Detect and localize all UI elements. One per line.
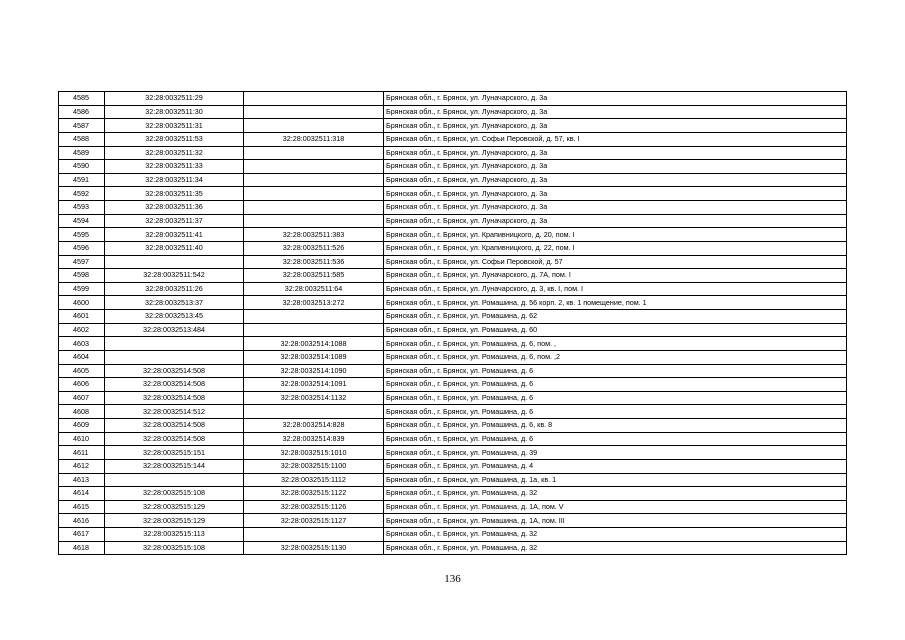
land-cadastral-number-cell	[105, 337, 244, 351]
row-number-cell: 4597	[59, 255, 105, 269]
object-cadastral-number-cell: 32:28:0032515:1100	[244, 459, 384, 473]
row-number-cell: 4609	[59, 419, 105, 433]
table-row	[59, 146, 847, 160]
land-cadastral-number-cell: 32:28:0032513:484	[105, 323, 244, 337]
object-cadastral-number-cell: 32:28:0032511:64	[244, 282, 384, 296]
address-cell: Брянская обл., г. Брянск, ул. Ромашина, д. 6	[384, 405, 847, 419]
table-row	[59, 105, 847, 119]
row-number-cell: 4600	[59, 296, 105, 310]
row-number-cell: 4616	[59, 514, 105, 528]
address-cell: Брянская обл., г. Брянск, ул. Ромашина, д. 6	[384, 432, 847, 446]
address-cell: Брянская обл., г. Брянск, ул. Ромашина, д. 60	[384, 323, 847, 337]
object-cadastral-number-cell: 32:28:0032511:318	[244, 132, 384, 146]
object-cadastral-number-cell: 32:28:0032511:585	[244, 269, 384, 283]
address-cell: Брянская обл., г. Брянск, ул. Ромашина, д. 1А, пом. III	[384, 514, 847, 528]
object-cadastral-number-cell: 32:28:0032514:828	[244, 419, 384, 433]
address-cell: Брянская обл., г. Брянск, ул. Ромашина, д. 32	[384, 528, 847, 542]
table-row	[59, 446, 847, 460]
row-number-cell: 4589	[59, 146, 105, 160]
row-number-cell: 4587	[59, 119, 105, 133]
land-cadastral-number-cell	[105, 473, 244, 487]
row-number-cell: 4598	[59, 269, 105, 283]
land-cadastral-number-cell: 32:28:0032511:542	[105, 269, 244, 283]
object-cadastral-number-cell: 32:28:0032515:1127	[244, 514, 384, 528]
land-cadastral-number-cell: 32:28:0032515:108	[105, 487, 244, 501]
cadastral-table	[58, 91, 847, 555]
land-cadastral-number-cell: 32:28:0032513:45	[105, 310, 244, 324]
row-number-cell: 4593	[59, 201, 105, 215]
address-cell: Брянская обл., г. Брянск, ул. Крапивницкого, д. 22, пом. I	[384, 241, 847, 255]
address-cell: Брянская обл., г. Брянск, ул. Ромашина, д. 6, кв. 8	[384, 419, 847, 433]
object-cadastral-number-cell	[244, 160, 384, 174]
row-number-cell: 4608	[59, 405, 105, 419]
table-row	[59, 405, 847, 419]
object-cadastral-number-cell	[244, 92, 384, 106]
table-row	[59, 378, 847, 392]
table-row	[59, 296, 847, 310]
row-number-cell: 4599	[59, 282, 105, 296]
object-cadastral-number-cell: 32:28:0032514:1132	[244, 391, 384, 405]
row-number-cell: 4594	[59, 214, 105, 228]
address-cell: Брянская обл., г. Брянск, ул. Ромашина, д. 32	[384, 487, 847, 501]
row-number-cell: 4586	[59, 105, 105, 119]
object-cadastral-number-cell: 32:28:0032514:839	[244, 432, 384, 446]
table-row	[59, 269, 847, 283]
row-number-cell: 4604	[59, 350, 105, 364]
row-number-cell: 4588	[59, 132, 105, 146]
address-cell: Брянская обл., г. Брянск, ул. Ромашина, д. 6	[384, 364, 847, 378]
row-number-cell: 4618	[59, 541, 105, 555]
table-row	[59, 500, 847, 514]
land-cadastral-number-cell: 32:28:0032511:41	[105, 228, 244, 242]
object-cadastral-number-cell	[244, 187, 384, 201]
object-cadastral-number-cell	[244, 528, 384, 542]
row-number-cell: 4610	[59, 432, 105, 446]
object-cadastral-number-cell	[244, 201, 384, 215]
land-cadastral-number-cell: 32:28:0032511:34	[105, 173, 244, 187]
table-row	[59, 187, 847, 201]
address-cell: Брянская обл., г. Брянск, ул. Луначарского, д. 7А, пом. I	[384, 269, 847, 283]
table-row	[59, 119, 847, 133]
row-number-cell: 4591	[59, 173, 105, 187]
table-row	[59, 214, 847, 228]
land-cadastral-number-cell: 32:28:0032511:31	[105, 119, 244, 133]
address-cell: Брянская обл., г. Брянск, ул. Ромашина, д. 1а, кв. 1	[384, 473, 847, 487]
object-cadastral-number-cell: 32:28:0032511:536	[244, 255, 384, 269]
address-cell: Брянская обл., г. Брянск, ул. Ромашина, д. 56 корп. 2, кв. 1 помещение, пом. 1	[384, 296, 847, 310]
land-cadastral-number-cell: 32:28:0032514:508	[105, 391, 244, 405]
land-cadastral-number-cell: 32:28:0032511:33	[105, 160, 244, 174]
land-cadastral-number-cell: 32:28:0032515:129	[105, 500, 244, 514]
address-cell: Брянская обл., г. Брянск, ул. Ромашина, д. 39	[384, 446, 847, 460]
table-row	[59, 514, 847, 528]
land-cadastral-number-cell: 32:28:0032511:37	[105, 214, 244, 228]
address-cell: Брянская обл., г. Брянск, ул. Ромашина, д. 6, пом. ,2	[384, 350, 847, 364]
land-cadastral-number-cell: 32:28:0032514:508	[105, 378, 244, 392]
land-cadastral-number-cell: 32:28:0032511:32	[105, 146, 244, 160]
row-number-cell: 4596	[59, 241, 105, 255]
table-row	[59, 173, 847, 187]
object-cadastral-number-cell: 32:28:0032515:1010	[244, 446, 384, 460]
table-row	[59, 350, 847, 364]
address-cell: Брянская обл., г. Брянск, ул. Ромашина, д. 62	[384, 310, 847, 324]
table-row	[59, 528, 847, 542]
land-cadastral-number-cell: 32:28:0032511:53	[105, 132, 244, 146]
table-row	[59, 364, 847, 378]
object-cadastral-number-cell	[244, 119, 384, 133]
object-cadastral-number-cell: 32:28:0032511:383	[244, 228, 384, 242]
row-number-cell: 4603	[59, 337, 105, 351]
row-number-cell: 4595	[59, 228, 105, 242]
object-cadastral-number-cell: 32:28:0032511:526	[244, 241, 384, 255]
address-cell: Брянская обл., г. Брянск, ул. Луначарского, д. 3а	[384, 146, 847, 160]
row-number-cell: 4613	[59, 473, 105, 487]
row-number-cell: 4592	[59, 187, 105, 201]
land-cadastral-number-cell	[105, 350, 244, 364]
row-number-cell: 4590	[59, 160, 105, 174]
table-row	[59, 92, 847, 106]
address-cell: Брянская обл., г. Брянск, ул. Луначарского, д. 3а	[384, 201, 847, 215]
address-cell: Брянская обл., г. Брянск, ул. Луначарского, д. 3а	[384, 160, 847, 174]
land-cadastral-number-cell: 32:28:0032513:37	[105, 296, 244, 310]
object-cadastral-number-cell: 32:28:0032515:1112	[244, 473, 384, 487]
land-cadastral-number-cell: 32:28:0032511:36	[105, 201, 244, 215]
object-cadastral-number-cell	[244, 214, 384, 228]
row-number-cell: 4601	[59, 310, 105, 324]
address-cell: Брянская обл., г. Брянск, ул. Ромашина, д. 4	[384, 459, 847, 473]
row-number-cell: 4585	[59, 92, 105, 106]
object-cadastral-number-cell	[244, 323, 384, 337]
object-cadastral-number-cell: 32:28:0032514:1088	[244, 337, 384, 351]
object-cadastral-number-cell	[244, 173, 384, 187]
row-number-cell: 4611	[59, 446, 105, 460]
table-row	[59, 391, 847, 405]
land-cadastral-number-cell: 32:28:0032511:40	[105, 241, 244, 255]
object-cadastral-number-cell	[244, 146, 384, 160]
land-cadastral-number-cell: 32:28:0032515:113	[105, 528, 244, 542]
table-row	[59, 541, 847, 555]
table-row	[59, 241, 847, 255]
object-cadastral-number-cell: 32:28:0032515:1126	[244, 500, 384, 514]
row-number-cell: 4606	[59, 378, 105, 392]
address-cell: Брянская обл., г. Брянск, ул. Луначарского, д. 3, кв. I, пом. I	[384, 282, 847, 296]
row-number-cell: 4617	[59, 528, 105, 542]
land-cadastral-number-cell: 32:28:0032515:151	[105, 446, 244, 460]
address-cell: Брянская обл., г. Брянск, ул. Луначарского, д. 3а	[384, 187, 847, 201]
object-cadastral-number-cell: 32:28:0032513:272	[244, 296, 384, 310]
cadastral-table-body	[59, 92, 847, 555]
land-cadastral-number-cell: 32:28:0032511:26	[105, 282, 244, 296]
address-cell: Брянская обл., г. Брянск, ул. Ромашина, д. 32	[384, 541, 847, 555]
address-cell: Брянская обл., г. Брянск, ул. Ромашина, д. 6	[384, 391, 847, 405]
row-number-cell: 4605	[59, 364, 105, 378]
table-row	[59, 419, 847, 433]
land-cadastral-number-cell: 32:28:0032514:508	[105, 419, 244, 433]
object-cadastral-number-cell	[244, 105, 384, 119]
table-row	[59, 323, 847, 337]
address-cell: Брянская обл., г. Брянск, ул. Луначарского, д. 3а	[384, 92, 847, 106]
row-number-cell: 4612	[59, 459, 105, 473]
address-cell: Брянская обл., г. Брянск, ул. Луначарского, д. 3а	[384, 214, 847, 228]
table-row	[59, 160, 847, 174]
table-row	[59, 132, 847, 146]
object-cadastral-number-cell: 32:28:0032514:1091	[244, 378, 384, 392]
land-cadastral-number-cell: 32:28:0032515:108	[105, 541, 244, 555]
table-row	[59, 473, 847, 487]
address-cell: Брянская обл., г. Брянск, ул. Луначарского, д. 3а	[384, 173, 847, 187]
address-cell: Брянская обл., г. Брянск, ул. Ромашина, д. 6	[384, 378, 847, 392]
table-row	[59, 432, 847, 446]
table-row	[59, 282, 847, 296]
land-cadastral-number-cell: 32:28:0032514:512	[105, 405, 244, 419]
land-cadastral-number-cell	[105, 255, 244, 269]
address-cell: Брянская обл., г. Брянск, ул. Ромашина, д. 1А, пом. V	[384, 500, 847, 514]
land-cadastral-number-cell: 32:28:0032511:35	[105, 187, 244, 201]
address-cell: Брянская обл., г. Брянск, ул. Крапивницкого, д. 20, пом. I	[384, 228, 847, 242]
page-number: 136	[444, 573, 461, 585]
table-row	[59, 228, 847, 242]
address-cell: Брянская обл., г. Брянск, ул. Ромашина, д. 6, пом. ,	[384, 337, 847, 351]
land-cadastral-number-cell: 32:28:0032515:129	[105, 514, 244, 528]
address-cell: Брянская обл., г. Брянск, ул. Софьи Перовской, д. 57	[384, 255, 847, 269]
row-number-cell: 4607	[59, 391, 105, 405]
object-cadastral-number-cell	[244, 405, 384, 419]
table-row	[59, 487, 847, 501]
table-row	[59, 201, 847, 215]
object-cadastral-number-cell: 32:28:0032515:1130	[244, 541, 384, 555]
row-number-cell: 4615	[59, 500, 105, 514]
table-row	[59, 255, 847, 269]
address-cell: Брянская обл., г. Брянск, ул. Луначарского, д. 3а	[384, 105, 847, 119]
land-cadastral-number-cell: 32:28:0032511:30	[105, 105, 244, 119]
object-cadastral-number-cell: 32:28:0032515:1122	[244, 487, 384, 501]
land-cadastral-number-cell: 32:28:0032515:144	[105, 459, 244, 473]
table-row	[59, 337, 847, 351]
land-cadastral-number-cell: 32:28:0032511:29	[105, 92, 244, 106]
row-number-cell: 4602	[59, 323, 105, 337]
land-cadastral-number-cell: 32:28:0032514:508	[105, 432, 244, 446]
address-cell: Брянская обл., г. Брянск, ул. Луначарского, д. 3а	[384, 119, 847, 133]
table-row	[59, 310, 847, 324]
table-row	[59, 459, 847, 473]
object-cadastral-number-cell: 32:28:0032514:1089	[244, 350, 384, 364]
row-number-cell: 4614	[59, 487, 105, 501]
land-cadastral-number-cell: 32:28:0032514:508	[105, 364, 244, 378]
address-cell: Брянская обл., г. Брянск, ул. Софьи Перовской, д. 57, кв. I	[384, 132, 847, 146]
object-cadastral-number-cell: 32:28:0032514:1090	[244, 364, 384, 378]
object-cadastral-number-cell	[244, 310, 384, 324]
